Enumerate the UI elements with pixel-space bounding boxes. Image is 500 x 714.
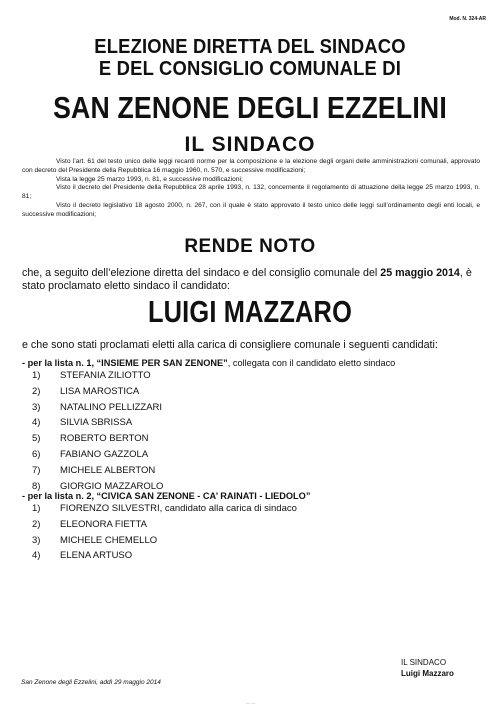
list-item-name: GIORGIO MAZZAROLO (60, 480, 164, 492)
list-item-number: 7) (32, 464, 41, 476)
list-item (32, 548, 297, 564)
list-item (32, 447, 163, 463)
list-item (32, 463, 163, 479)
list-item (32, 501, 297, 517)
list-item-name: ELENA ARTUSO (60, 550, 133, 562)
list-item-name: LISA MAROSTICA (60, 385, 140, 397)
candidati-intro: e che sono stati proclamati eletti alla carica di consigliere comunale i seguenti candidati: (22, 339, 438, 351)
list-item-number: 5) (32, 433, 41, 445)
rende-noto-heading: RENDE NOTO (184, 236, 316, 257)
list-item (32, 533, 297, 549)
list-item (32, 368, 163, 384)
signature-name: Luigi Mazzaro (401, 669, 454, 678)
list-item-name: FABIANO GAZZOLA (60, 448, 149, 460)
elected-mayor-name: LUIGI MAZZARO (147, 294, 353, 329)
election-date: 25 maggio 2014 (380, 267, 460, 279)
list-item-name: MICHELE ALBERTON (60, 464, 156, 476)
list-item-number: 2) (32, 518, 41, 530)
place-date: San Zenone degli Ezzelini, addì 29 maggio 2014 (21, 679, 161, 686)
lista-2-name: “CIVICA SAN ZENONE - CA’ RAINATI - LIEDOLO” (96, 491, 311, 501)
premessa-1: Visto l’art. 61 del testo unico delle leggi recanti norme per la composizione e la elezione degli organi delle amministrazioni comunali, approvato con decreto del Presidente della Repubblica 16 maggio 1960, n. 570, e successive modificazioni; (22, 158, 480, 174)
page-footer-mark: — — (246, 700, 256, 705)
list-item (32, 400, 163, 416)
header-line-1: ELEZIONE DIRETTA DEL SINDACO (94, 36, 406, 58)
comune-name: SAN ZENONE DEGLI EZZELINI (53, 90, 447, 125)
list-item-name: MICHELE CHEMELLO (60, 534, 158, 546)
list-item-number: 3) (32, 401, 41, 413)
list-item-name: ROBERTO BERTON (60, 433, 149, 445)
list-item (32, 384, 163, 400)
lista-1-prefix: - per la lista n. 1, (22, 358, 97, 368)
il-sindaco-heading: IL SINDACO (184, 133, 316, 156)
header-line-2: E DEL CONSIGLIO COMUNALE DI (98, 58, 402, 80)
lista-1-name: “INSIEME PER SAN ZENONE” (96, 358, 228, 368)
list-item-number: 1) (32, 370, 41, 381)
lista-1-heading (22, 358, 395, 368)
list-item (32, 431, 163, 447)
premessa-4: Visto il decreto legislativo 18 agosto 2000, n. 267, con il quale è stato approvato il testo unico delle leggi sull’ordinamento degli enti locali, e successive modificazioni; (22, 201, 480, 218)
intro-paragraph (22, 267, 482, 293)
signature-role: IL SINDACO (401, 658, 447, 667)
list-item-name: STEFANIA ZILIOTTO (60, 370, 151, 381)
lista-2-heading (22, 491, 310, 501)
premessa-3: Visto il decreto del Presidente della Repubblica 28 aprile 1993, n. 132, concernente il regolamento di attuazione della legge 25 marzo 1993, n. 81; (22, 184, 480, 201)
intro-before: che, a seguito dell’elezione diretta del sindaco e del consiglio comunale del (22, 267, 381, 279)
lista-1-suffix: , collegata con il candidato eletto sindaco (227, 358, 396, 368)
list-item-number: 3) (32, 534, 41, 546)
lista-1-candidati (32, 368, 163, 494)
list-item-name: SILVIA SBRISSA (60, 417, 133, 429)
modulo-number: Mod. N. 324-AR (449, 16, 486, 22)
lista-2-candidati (32, 501, 297, 564)
premesse-block (22, 158, 480, 220)
list-item-name: FIORENZO SILVESTRI, candidato alla carica di sindaco (60, 503, 297, 514)
list-item-number: 4) (32, 550, 41, 562)
list-item-number: 4) (32, 417, 41, 429)
signature-block (401, 657, 454, 679)
list-item (32, 517, 297, 533)
list-item-name: NATALINO PELLIZZARI (60, 401, 163, 413)
list-item-number: 8) (32, 480, 41, 492)
intro-after: , è stato proclamato eletto sindaco il candidato: (22, 267, 472, 292)
list-item-number: 2) (32, 385, 41, 397)
list-item-name: ELEONORA FIETTA (60, 518, 147, 530)
premessa-2: Vista la legge 25 marzo 1993, n. 81, e successive modificazioni; (56, 175, 243, 183)
list-item-number: 1) (32, 503, 41, 514)
lista-2-prefix: - per la lista n. 2, (22, 491, 97, 501)
list-item-number: 6) (32, 448, 41, 460)
list-item (32, 415, 163, 431)
